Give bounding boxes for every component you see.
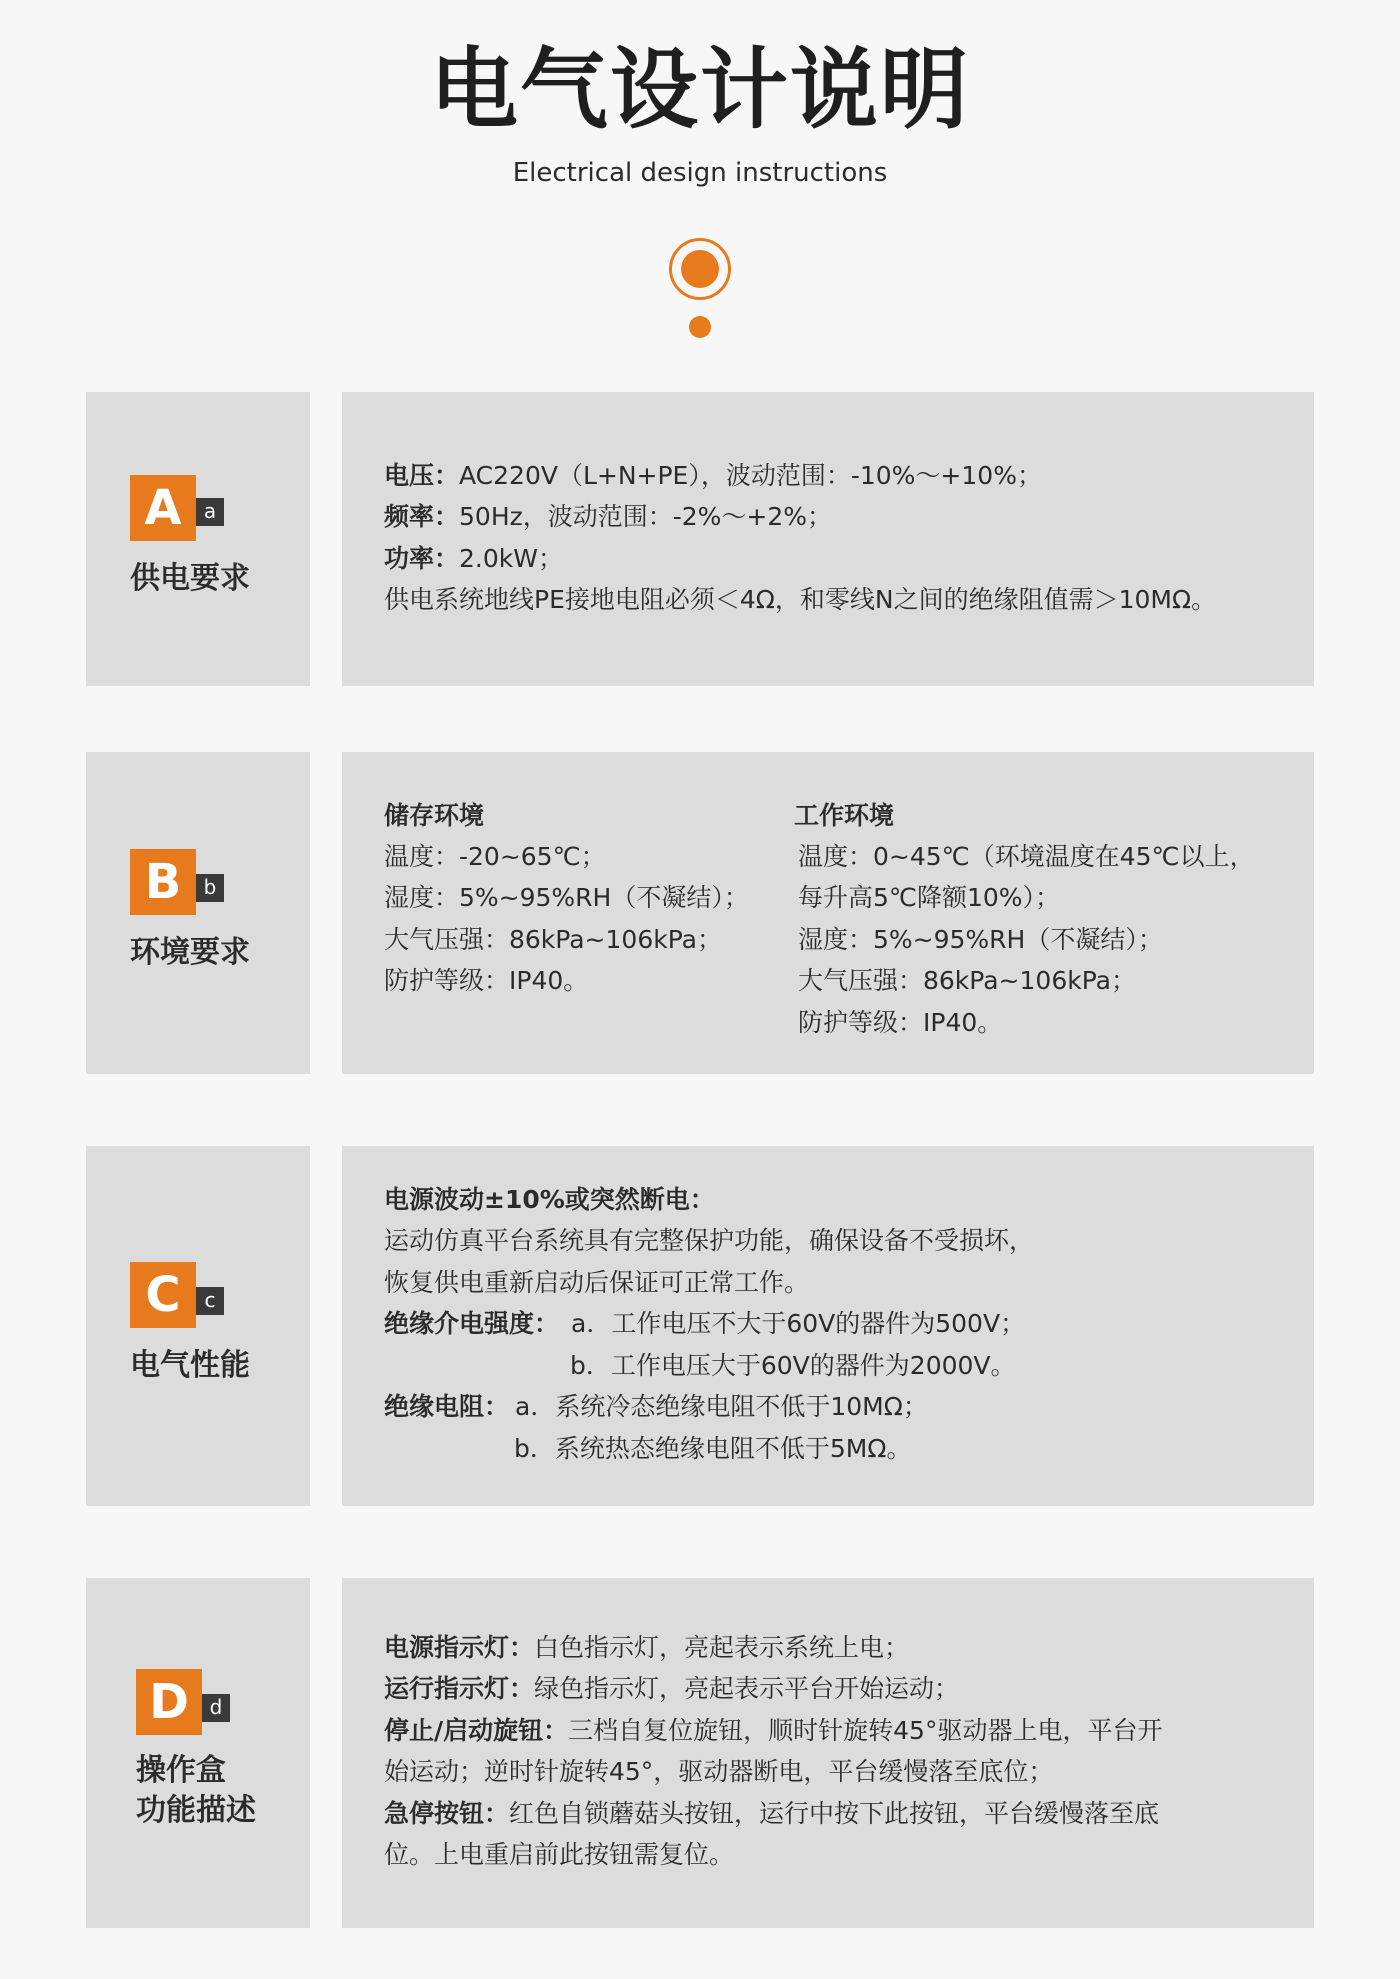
content-line — [384, 543, 563, 575]
content-line — [384, 1715, 1162, 1747]
section-label-panel — [86, 1578, 310, 1928]
section-small-letter-badge: c — [196, 1287, 224, 1315]
ring-dot-icon — [669, 238, 731, 300]
run-light-value: 绿色指示灯，亮起表示平台开始运动； — [534, 1674, 960, 1703]
page-title: 电气设计说明 — [429, 38, 970, 141]
voltage-value: AC220V（L+N+PE），波动范围：-10%～+10%； — [459, 461, 1042, 490]
fluctuation-line: 运动仿真平台系统具有完整保护功能，确保设备不受损坏， — [384, 1226, 1035, 1255]
power-light-key: 电源指示灯： — [384, 1633, 535, 1662]
content-line — [384, 1673, 959, 1705]
section-label-panel — [86, 1146, 310, 1506]
work-line: 防护等级：IP40。 — [798, 1008, 1003, 1037]
section-label-line: 操作盒 — [136, 1753, 226, 1788]
work-line: 大气压强：86kPa~106kPa； — [798, 966, 1136, 995]
content-line — [384, 501, 832, 533]
knob-value-cont: 始运动；逆时针旋转45°，驱动器断电，平台缓慢落至底位； — [384, 1757, 1054, 1786]
section-power-supply — [86, 392, 1314, 686]
section-label-line: 功能描述 — [136, 1793, 256, 1828]
content-line — [384, 1391, 928, 1423]
content-line — [384, 1308, 1025, 1340]
section-small-letter-badge: b — [196, 874, 224, 902]
dot-icon — [689, 316, 711, 338]
section-electrical-performance — [86, 1146, 1314, 1506]
content-line — [384, 1632, 909, 1664]
ground-requirement: 供电系统地线PE接地电阻必须＜4Ω，和零线N之间的绝缘阻值需＞10MΩ。 — [384, 585, 1217, 614]
work-line: 温度：0~45℃（环境温度在45℃以上， — [798, 842, 1255, 871]
section-small-letter-badge: a — [196, 498, 224, 526]
storage-line: 防护等级：IP40。 — [384, 966, 589, 995]
fluctuation-title: 电源波动±10%或突然断电： — [384, 1185, 715, 1214]
estop-value-cont: 位。上电重启前此按钮需复位。 — [384, 1840, 735, 1869]
resistance-b: b．系统热态绝缘电阻不低于5MΩ。 — [514, 1434, 912, 1463]
fluctuation-line: 恢复供电重新启动后保证可正常工作。 — [384, 1268, 810, 1297]
section-label-panel — [86, 392, 310, 686]
section-content-panel — [342, 392, 1314, 686]
dielectric-key: 绝缘介电强度： — [384, 1309, 560, 1338]
knob-value: 三档自复位旋钮，顺时针旋转45°驱动器上电，平台开 — [568, 1716, 1163, 1745]
work-line: 每升高5℃降额10%）； — [798, 883, 1061, 912]
section-environment — [86, 752, 1314, 1074]
estop-key: 急停按钮： — [384, 1799, 510, 1828]
section-letter-badge: D — [136, 1669, 202, 1735]
resistance-a: a．系统冷态绝缘电阻不低于10MΩ； — [515, 1392, 928, 1421]
knob-key: 停止/启动旋钮： — [384, 1716, 569, 1745]
frequency-key: 频率： — [384, 502, 460, 531]
section-content-panel — [342, 1146, 1314, 1506]
section-operation-box — [86, 1578, 1314, 1928]
estop-value: 红色自锁蘑菇头按钮，运行中按下此按钮，平台缓慢落至底 — [509, 1799, 1160, 1828]
work-line: 湿度：5%~95%RH（不凝结）； — [798, 925, 1163, 954]
power-key: 功率： — [384, 544, 460, 573]
storage-line: 大气压强：86kPa~106kPa； — [384, 925, 722, 954]
page-subtitle: Electrical design instructions — [512, 158, 888, 188]
storage-line: 温度：-20~65℃； — [384, 842, 606, 871]
section-label-panel — [86, 752, 310, 1074]
power-value: 2.0kW； — [459, 544, 563, 573]
power-light-value: 白色指示灯，亮起表示系统上电； — [534, 1633, 910, 1662]
section-content-panel — [342, 752, 1314, 1074]
section-label: 环境要求 — [130, 935, 250, 970]
run-light-key: 运行指示灯： — [384, 1674, 535, 1703]
section-label: 电气性能 — [130, 1348, 250, 1383]
frequency-value: 50Hz，波动范围：-2%～+2%； — [459, 502, 833, 531]
storage-title: 储存环境 — [384, 801, 485, 830]
content-line — [384, 1798, 1159, 1830]
content-line — [384, 460, 1042, 492]
resistance-key: 绝缘电阻： — [384, 1392, 510, 1421]
section-small-letter-badge: d — [202, 1694, 230, 1722]
voltage-key: 电压： — [384, 461, 460, 490]
dielectric-a: a．工作电压不大于60V的器件为500V； — [571, 1309, 1026, 1338]
section-letter-badge: C — [130, 1262, 196, 1328]
section-letter-badge: A — [130, 475, 196, 541]
section-content-panel — [342, 1578, 1314, 1928]
work-title: 工作环境 — [794, 801, 895, 830]
storage-line: 湿度：5%~95%RH（不凝结）； — [384, 883, 749, 912]
section-label: 供电要求 — [130, 561, 250, 596]
dielectric-b: b．工作电压大于60V的器件为2000V。 — [570, 1351, 1016, 1380]
section-letter-badge: B — [130, 849, 196, 915]
